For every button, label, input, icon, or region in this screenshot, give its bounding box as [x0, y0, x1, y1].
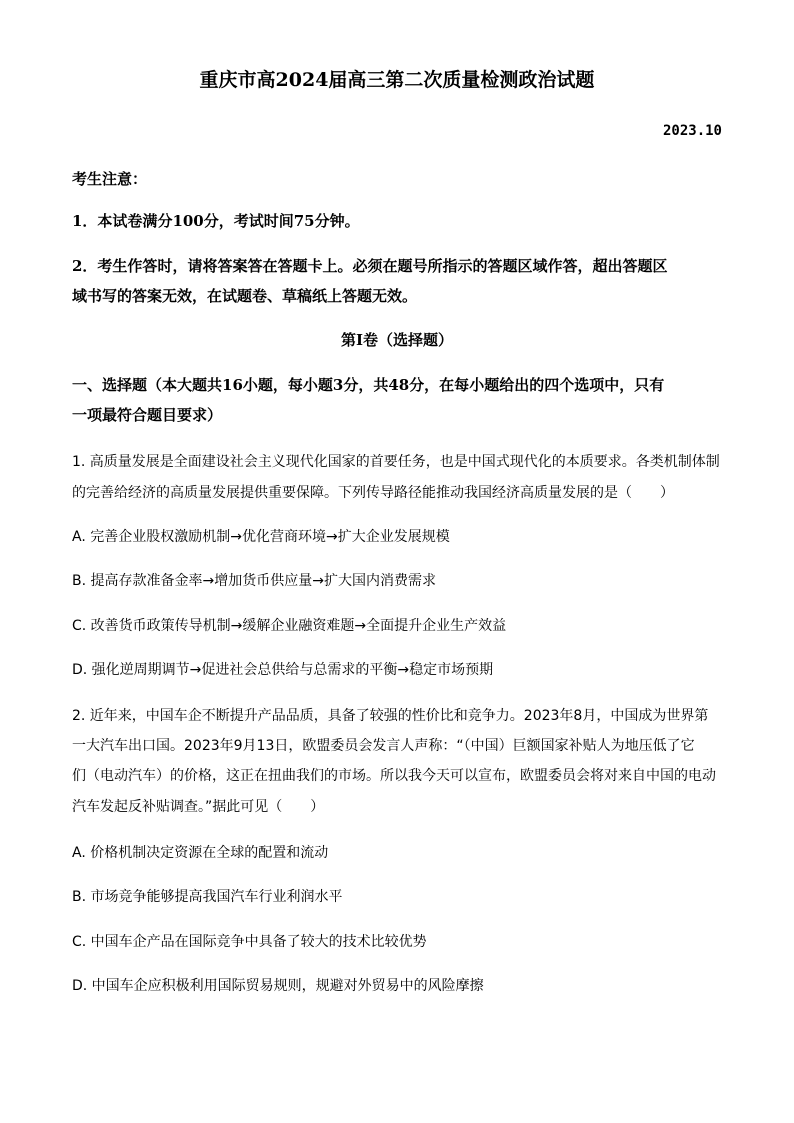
volume-title: 第Ⅰ卷（选择题） [340, 331, 454, 349]
page-title: 重庆市高2024届高三第二次质量检测政治试题 [199, 69, 595, 91]
option-d: D. 强化逆周期调节→促进社会总供给与总需求的平衡→稳定市场预期 [72, 662, 494, 678]
notice-item-2-line-1: 2．考生作答时，请将答案答在答题卡上。必须在题号所指示的答题区域作答，超出答题区 [72, 257, 668, 275]
option-b: B. 市场竞争能够提高我国汽车行业利润水平 [72, 889, 343, 905]
exam-date: 2023.10 [662, 123, 722, 139]
option-c: C. 改善货币政策传导机制→缓解企业融资难题→全面提升企业生产效益 [72, 618, 507, 634]
notice-item-2-line-2: 域书写的答案无效，在试题卷、草稿纸上答题无效。 [72, 287, 418, 305]
option-d: D. 中国车企应积极利用国际贸易规则，规避对外贸易中的风险摩擦 [72, 978, 484, 994]
option-a: A. 完善企业股权激励机制→优化营商环境→扩大企业发展规模 [72, 529, 450, 545]
part-heading-line-1: 一、选择题（本大题共16小题，每小题3分，共48分，在每小题给出的四个选项中，只有 [72, 376, 665, 394]
question-stem-line: 2. 近年来，中国车企不断提升产品品质，具备了较强的性价比和竞争力。2023年8月，中国成为世界第 [72, 708, 709, 724]
notice-item-1: 1．本试卷满分100分，考试时间75分钟。 [72, 212, 360, 230]
option-a: A. 价格机制决定资源在全球的配置和流动 [72, 845, 329, 861]
question-stem-line: 1. 高质量发展是全面建设社会主义现代化国家的首要任务，也是中国式现代化的本质要求。各类机制体制 [72, 454, 720, 470]
question-stem-line: 一大汽车出口国。2023年9月13日，欧盟委员会发言人声称：“（中国）巨额国家补贴人为地压低了它 [72, 738, 695, 754]
part-heading-line-2: 一项最符合题目要求） [72, 406, 223, 424]
option-b: B. 提高存款准备金率→增加货币供应量→扩大国内消费需求 [72, 573, 436, 589]
option-c: C. 中国车企产品在国际竞争中具备了较大的技术比较优势 [72, 934, 427, 950]
notice-heading: 考生注意： [72, 170, 148, 188]
question-stem-line: 们（电动汽车）的价格，这正在扭曲我们的市场。所以我今天可以宣布，欧盟委员会将对来自中国的电动 [72, 768, 716, 784]
question-stem-line: 的完善给经济的高质量发展提供重要保障。下列传导路径能推动我国经济高质量发展的是（ ） [72, 485, 674, 501]
question-stem-line: 汽车发起反补贴调查。”据此可见（ ） [72, 799, 325, 815]
